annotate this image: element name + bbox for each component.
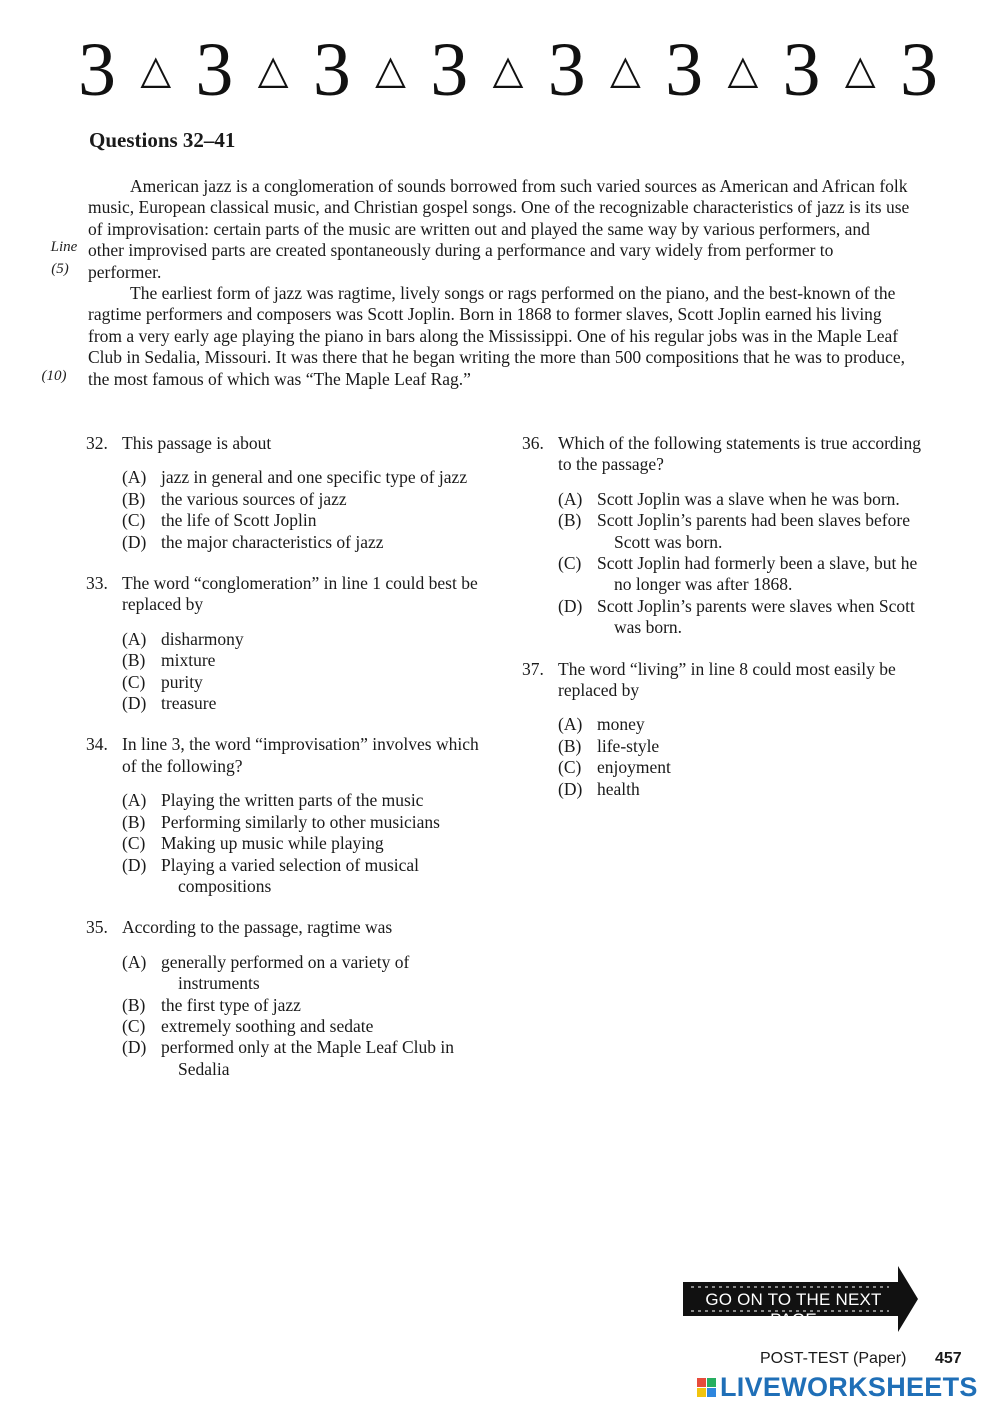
option-text: the various sources of jazz: [161, 488, 347, 509]
option-letter: (A): [558, 714, 583, 735]
passage-paragraph-2: The earliest form of jazz was ragtime, lively songs or rags performed on the piano, and the best-known of the ragtime performers and composers was Scott Joplin. Born in 1868 to former slaves, Scott Joplin earned his living from a very early age playing the piano in bars along the Mississippi. One of his regular jobs was in the Maple Leaf Club in Sedalia, Missouri. It was there that he began writing the more than 500 compositions that he was to produce, the most famous of which was “The Maple Leaf Rag.”: [88, 283, 905, 389]
questions-heading: Questions 32–41: [89, 128, 236, 152]
answer-options: [86, 790, 486, 897]
option-text: disharmony: [161, 628, 244, 649]
question-34: [86, 734, 486, 897]
question-text: In line 3, the word “improvisation” involves which of the following?: [122, 734, 479, 776]
answer-option[interactable]: [122, 489, 486, 510]
option-text: the major characteristics of jazz: [161, 531, 384, 552]
option-text: Scott Joplin’s parents had been slaves before Scott was born.: [597, 510, 910, 552]
triangle-icon: △: [610, 47, 641, 93]
answer-option[interactable]: [122, 855, 486, 898]
answer-option[interactable]: [558, 736, 922, 757]
passage-paragraph-1: American jazz is a conglomeration of sounds borrowed from such varied sources as American and African folk music, European classical music, and Christian gospel songs. One of the recognizable characteristics of jazz is its use of improvisation: certain parts of the music are written out and played the same way by various performers, and other improvised parts are created spontaneously during a performance and vary widely from performer to performer.: [88, 176, 910, 282]
option-text: Scott Joplin had formerly been a slave, but he no longer was after 1868.: [597, 553, 918, 595]
answer-options: [522, 714, 922, 800]
question-text: Which of the following statements is true according to the passage?: [558, 433, 922, 475]
question-number: 37.: [522, 658, 544, 679]
option-letter: (B): [122, 650, 146, 671]
banner-digit: 3: [547, 28, 586, 112]
option-letter: (A): [122, 467, 147, 488]
option-letter: (C): [558, 757, 582, 778]
option-text: Playing a varied selection of musical compositions: [161, 854, 420, 896]
banner-digit: 3: [195, 28, 234, 112]
go-next-page-button[interactable]: [683, 1266, 918, 1332]
option-text: health: [597, 778, 640, 799]
question-stem: [522, 433, 922, 476]
answer-option[interactable]: [558, 489, 922, 510]
option-letter: (D): [122, 693, 147, 714]
option-text: mixture: [161, 650, 216, 671]
option-text: extremely soothing and sedate: [161, 1015, 374, 1036]
option-text: life-style: [597, 735, 660, 756]
question-number: 33.: [86, 573, 108, 594]
option-letter: (B): [122, 994, 146, 1015]
option-letter: (D): [558, 778, 583, 799]
answer-option[interactable]: [122, 1037, 486, 1080]
option-letter: (A): [122, 790, 147, 811]
answer-options: [86, 467, 486, 553]
banner-digit: 3: [899, 28, 938, 112]
question-stem: [86, 433, 486, 454]
question-text: This passage is about: [122, 433, 272, 453]
page-number: 457: [935, 1350, 962, 1367]
option-text: performed only at the Maple Leaf Club in Sedalia: [161, 1037, 455, 1079]
option-text: purity: [161, 671, 203, 692]
question-36: [522, 433, 922, 639]
reading-passage: [88, 176, 910, 390]
questions-column-left: [86, 433, 486, 1100]
option-text: money: [597, 714, 645, 735]
question-33: [86, 573, 486, 714]
liveworksheets-logo-icon: [697, 1378, 716, 1397]
option-letter: (C): [558, 553, 582, 574]
option-letter: (D): [122, 531, 147, 552]
banner-digit: 3: [782, 28, 821, 112]
questions-column-right: [522, 433, 922, 820]
option-text: Scott Joplin was a slave when he was born.: [597, 488, 900, 509]
option-letter: (B): [558, 735, 582, 756]
question-stem: [86, 917, 486, 938]
option-text: jazz in general and one specific type of jazz: [161, 467, 468, 488]
question-stem: [86, 734, 486, 777]
answer-options: [86, 629, 486, 715]
question-text: According to the passage, ragtime was: [122, 917, 393, 938]
section-label: POST-TEST (Paper): [760, 1350, 907, 1367]
answer-option[interactable]: [122, 1016, 486, 1037]
banner-digit: 3: [312, 28, 351, 112]
triangle-icon: △: [727, 47, 759, 93]
answer-option[interactable]: [558, 714, 922, 735]
question-32: [86, 433, 486, 553]
option-text: Playing the written parts of the music: [161, 790, 424, 811]
question-stem: [86, 573, 486, 616]
go-next-page-label: GO ON TO THE NEXT PAGE: [705, 1290, 882, 1329]
option-text: generally performed on a variety of instruments: [161, 951, 410, 994]
question-37: [522, 659, 922, 800]
option-letter: (B): [122, 488, 146, 509]
answer-option[interactable]: [122, 995, 486, 1016]
line-number-10: (10): [41, 368, 67, 384]
answer-option[interactable]: [122, 833, 486, 854]
answer-option[interactable]: [558, 779, 922, 800]
question-number: 32.: [86, 433, 108, 453]
option-letter: (A): [122, 628, 147, 649]
option-text: enjoyment: [597, 757, 671, 778]
banner-digit: 3: [430, 28, 469, 112]
question-number: 36.: [522, 433, 544, 453]
answer-option[interactable]: [122, 672, 486, 693]
option-text: Scott Joplin’s parents were slaves when Scott was born.: [597, 595, 915, 638]
answer-options: [522, 489, 922, 639]
option-text: treasure: [161, 693, 217, 714]
option-letter: (C): [122, 671, 146, 692]
option-letter: (C): [122, 510, 146, 531]
banner-digit: 3: [665, 28, 704, 112]
brand-name: LIVEWORKSHEETS: [720, 1372, 978, 1402]
section-banner: [78, 30, 938, 110]
option-letter: (A): [122, 951, 147, 972]
line-label: Line: [50, 239, 78, 255]
answer-option[interactable]: [122, 952, 486, 995]
liveworksheets-brand[interactable]: [697, 1372, 978, 1403]
option-text: the life of Scott Joplin: [161, 510, 317, 531]
triangle-icon: △: [257, 47, 289, 93]
answer-option[interactable]: [122, 693, 486, 714]
answer-option[interactable]: [122, 629, 486, 650]
answer-option[interactable]: [122, 510, 486, 531]
option-letter: (B): [558, 510, 582, 531]
question-text: The word “living” in line 8 could most easily be replaced by: [558, 658, 896, 701]
question-number: 35.: [86, 917, 108, 938]
answer-option[interactable]: [122, 467, 486, 488]
option-letter: (B): [122, 811, 146, 832]
answer-options: [86, 952, 486, 1080]
answer-option[interactable]: [558, 757, 922, 778]
option-letter: (D): [122, 854, 147, 875]
option-letter: (C): [122, 833, 146, 854]
answer-option[interactable]: [122, 650, 486, 671]
option-letter: (D): [558, 595, 583, 616]
triangle-icon: △: [844, 47, 876, 93]
question-35: [86, 917, 486, 1080]
option-text: Performing similarly to other musicians: [161, 811, 440, 832]
answer-option[interactable]: [558, 596, 922, 639]
answer-option[interactable]: [122, 812, 486, 833]
answer-option[interactable]: [558, 510, 922, 553]
line-number-5: (5): [51, 261, 69, 277]
option-letter: (D): [122, 1037, 147, 1058]
answer-option[interactable]: [122, 532, 486, 553]
banner-digit: 3: [78, 28, 116, 112]
triangle-icon: △: [492, 47, 524, 93]
question-stem: [522, 659, 922, 702]
triangle-icon: △: [375, 47, 406, 93]
option-text: Making up music while playing: [161, 833, 384, 854]
answer-option[interactable]: [122, 790, 486, 811]
answer-option[interactable]: [558, 553, 922, 596]
question-text: The word “conglomeration” in line 1 could best be replaced by: [122, 573, 478, 615]
option-text: the first type of jazz: [161, 994, 301, 1015]
question-number: 34.: [86, 734, 108, 755]
option-letter: (C): [122, 1015, 146, 1036]
triangle-icon: △: [140, 47, 172, 93]
option-letter: (A): [558, 488, 583, 509]
